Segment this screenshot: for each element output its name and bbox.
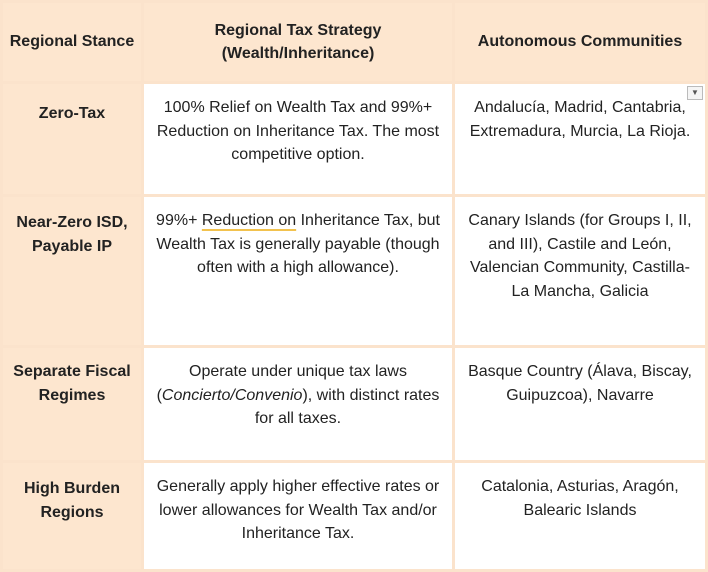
communities-text: Andalucía, Madrid, Cantabria, Extremadura, Murcia, La Rioja. <box>469 99 691 140</box>
header-regional-stance: Regional Stance <box>3 3 141 81</box>
strategy-cell <box>144 197 452 345</box>
table-row <box>3 197 705 345</box>
header-tax-strategy: Regional Tax Strategy (Wealth/Inheritance) <box>144 3 452 81</box>
underlined-text: Reduction on <box>201 212 297 229</box>
communities-cell: Canary Islands (for Groups I, II, and III), Castile and León, Valencian Community, Castilla-La Mancha, Galicia <box>455 197 705 345</box>
strategy-cell: 100% Relief on Wealth Tax and 99%+ Reduction on Inheritance Tax. The most competitive option. <box>144 84 452 194</box>
dropdown-arrow-icon[interactable]: ▼ <box>687 86 703 100</box>
stance-cell: High Burden Regions <box>3 463 141 569</box>
table-row <box>3 348 705 460</box>
strategy-cell: Generally apply higher effective rates or lower allowances for Wealth Tax and/or Inheritance Tax. <box>144 463 452 569</box>
communities-cell: Catalonia, Asturias, Aragón, Balearic Islands <box>455 463 705 569</box>
strategy-text: 99%+ <box>156 212 202 229</box>
communities-cell: Basque Country (Álava, Biscay, Guipuzcoa), Navarre <box>455 348 705 460</box>
header-communities: Autonomous Communities <box>455 3 705 81</box>
stance-cell: Near-Zero ISD, Payable IP <box>3 197 141 345</box>
communities-cell[interactable] <box>455 84 705 194</box>
header-row <box>3 3 705 81</box>
strategy-cell <box>144 348 452 460</box>
stance-cell: Separate Fiscal Regimes <box>3 348 141 460</box>
stance-cell: Zero-Tax <box>3 84 141 194</box>
strategy-text: Operate under unique tax laws ( <box>156 363 407 404</box>
strategy-text: Inheritance Tax, but Wealth Tax is generally payable (though often with a high allowance). <box>156 212 440 276</box>
table-row <box>3 84 705 194</box>
table-row <box>3 463 705 569</box>
strategy-text: ), with distinct rates for all taxes. <box>254 386 440 427</box>
italic-text: Concierto/Convenio <box>161 386 303 404</box>
